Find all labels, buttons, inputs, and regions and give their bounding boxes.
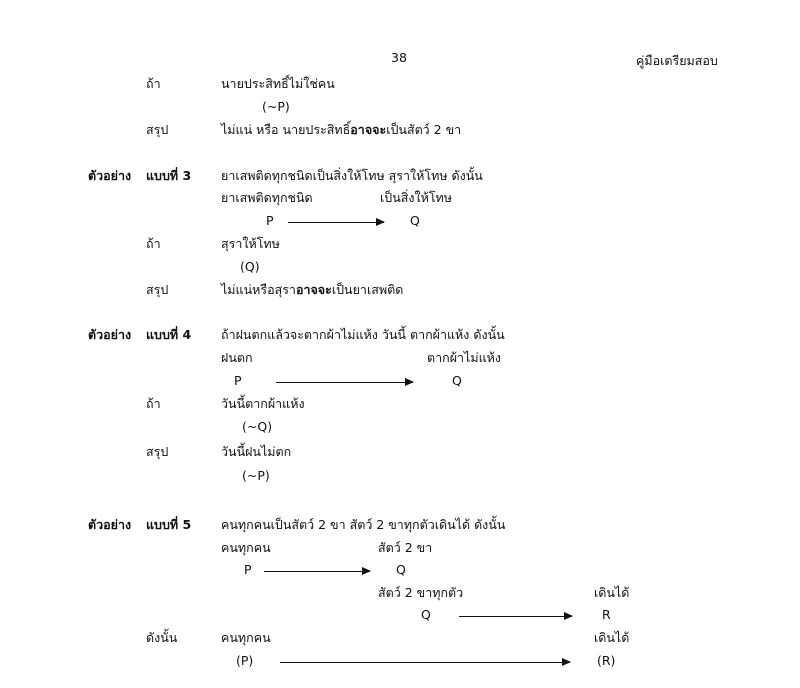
example3-conclusion-label: สรุป <box>146 282 169 297</box>
example5-final-r: (R) <box>597 653 616 668</box>
example3-conclusion: ไม่แน่หรือสุราอาจจะเป็นยาเสพติด <box>221 282 404 297</box>
example5-q: Q <box>396 562 406 577</box>
example4-premise: ถ้าฝนตกแล้วจะตากผ้าไม่แห้ง วันนี้ ตากผ้าแห้ง ดังนั้น <box>221 327 505 342</box>
example4-conclusion-label: สรุป <box>146 444 169 459</box>
example5-label: ตัวอย่าง <box>88 517 132 532</box>
example4-if-label: ถ้า <box>146 396 161 411</box>
example3-type: แบบที่ 3 <box>146 168 192 183</box>
example3-p: P <box>266 213 274 228</box>
example4-label: ตัวอย่าง <box>88 327 132 342</box>
example5-p: P <box>244 562 252 577</box>
intro-if-text: นายประสิทธิ์ไม่ใช่คน <box>221 76 335 91</box>
example5-q-text: สัตว์ 2 ขา <box>378 540 433 555</box>
example5-final-r-text: เดินได้ <box>594 630 630 645</box>
intro-if-label: ถ้า <box>146 76 161 91</box>
example5-final-p: (P) <box>236 653 254 668</box>
example3-if-text: สุราให้โทษ <box>221 236 280 251</box>
example4-implication-arrow <box>276 382 413 383</box>
intro-conclusion-label: สรุป <box>146 122 169 137</box>
example3-q: Q <box>410 213 420 228</box>
example3-if-symbol: (Q) <box>240 259 260 274</box>
example4-if-symbol: (~Q) <box>242 419 273 434</box>
page-number: 38 <box>391 50 407 65</box>
intro-if-symbol: (~P) <box>262 99 290 114</box>
example3-p-text: ยาเสพติดทุกชนิด <box>221 190 313 205</box>
example5-q2-text: สัตว์ 2 ขาทุกตัว <box>378 585 464 600</box>
example5-r-text: เดินได้ <box>594 585 630 600</box>
example5-q2: Q <box>421 607 431 622</box>
example5-therefore-label: ดังนั้น <box>146 630 178 645</box>
example5-final-implication-arrow <box>280 662 570 663</box>
example4-conclusion-symbol: (~P) <box>242 468 270 483</box>
example5-final-p-text: คนทุกคน <box>221 630 271 645</box>
book-title: คู่มือเตรียมสอบ <box>636 53 718 68</box>
example4-p-text: ฝนตก <box>221 350 253 365</box>
example4-if-text: วันนี้ตากผ้าแห้ง <box>221 396 305 411</box>
example3-q-text: เป็นสิ่งให้โทษ <box>380 190 453 205</box>
example5-premise: คนทุกคนเป็นสัตว์ 2 ขา สัตว์ 2 ขาทุกตัวเดินได้ ดังนั้น <box>221 517 506 532</box>
example5-implication-arrow-1 <box>264 571 370 572</box>
example4-conclusion-text: วันนี้ฝนไม่ตก <box>221 444 292 459</box>
example4-p: P <box>234 373 242 388</box>
example5-p-text: คนทุกคน <box>221 540 271 555</box>
example4-q: Q <box>452 373 462 388</box>
example3-premise: ยาเสพติดทุกชนิดเป็นสิ่งให้โทษ สุราให้โทษ ดังนั้น <box>221 168 483 183</box>
example4-type: แบบที่ 4 <box>146 327 192 342</box>
intro-conclusion: ไม่แน่ หรือ นายประสิทธิ์อาจจะเป็นสัตว์ 2 ขา <box>221 122 462 137</box>
example3-label: ตัวอย่าง <box>88 168 132 183</box>
example5-implication-arrow-2 <box>459 616 572 617</box>
example3-if-label: ถ้า <box>146 236 161 251</box>
example4-q-text: ตากผ้าไม่แห้ง <box>427 350 501 365</box>
example3-implication-arrow <box>288 222 384 223</box>
example5-r: R <box>602 607 611 622</box>
example5-type: แบบที่ 5 <box>146 517 192 532</box>
